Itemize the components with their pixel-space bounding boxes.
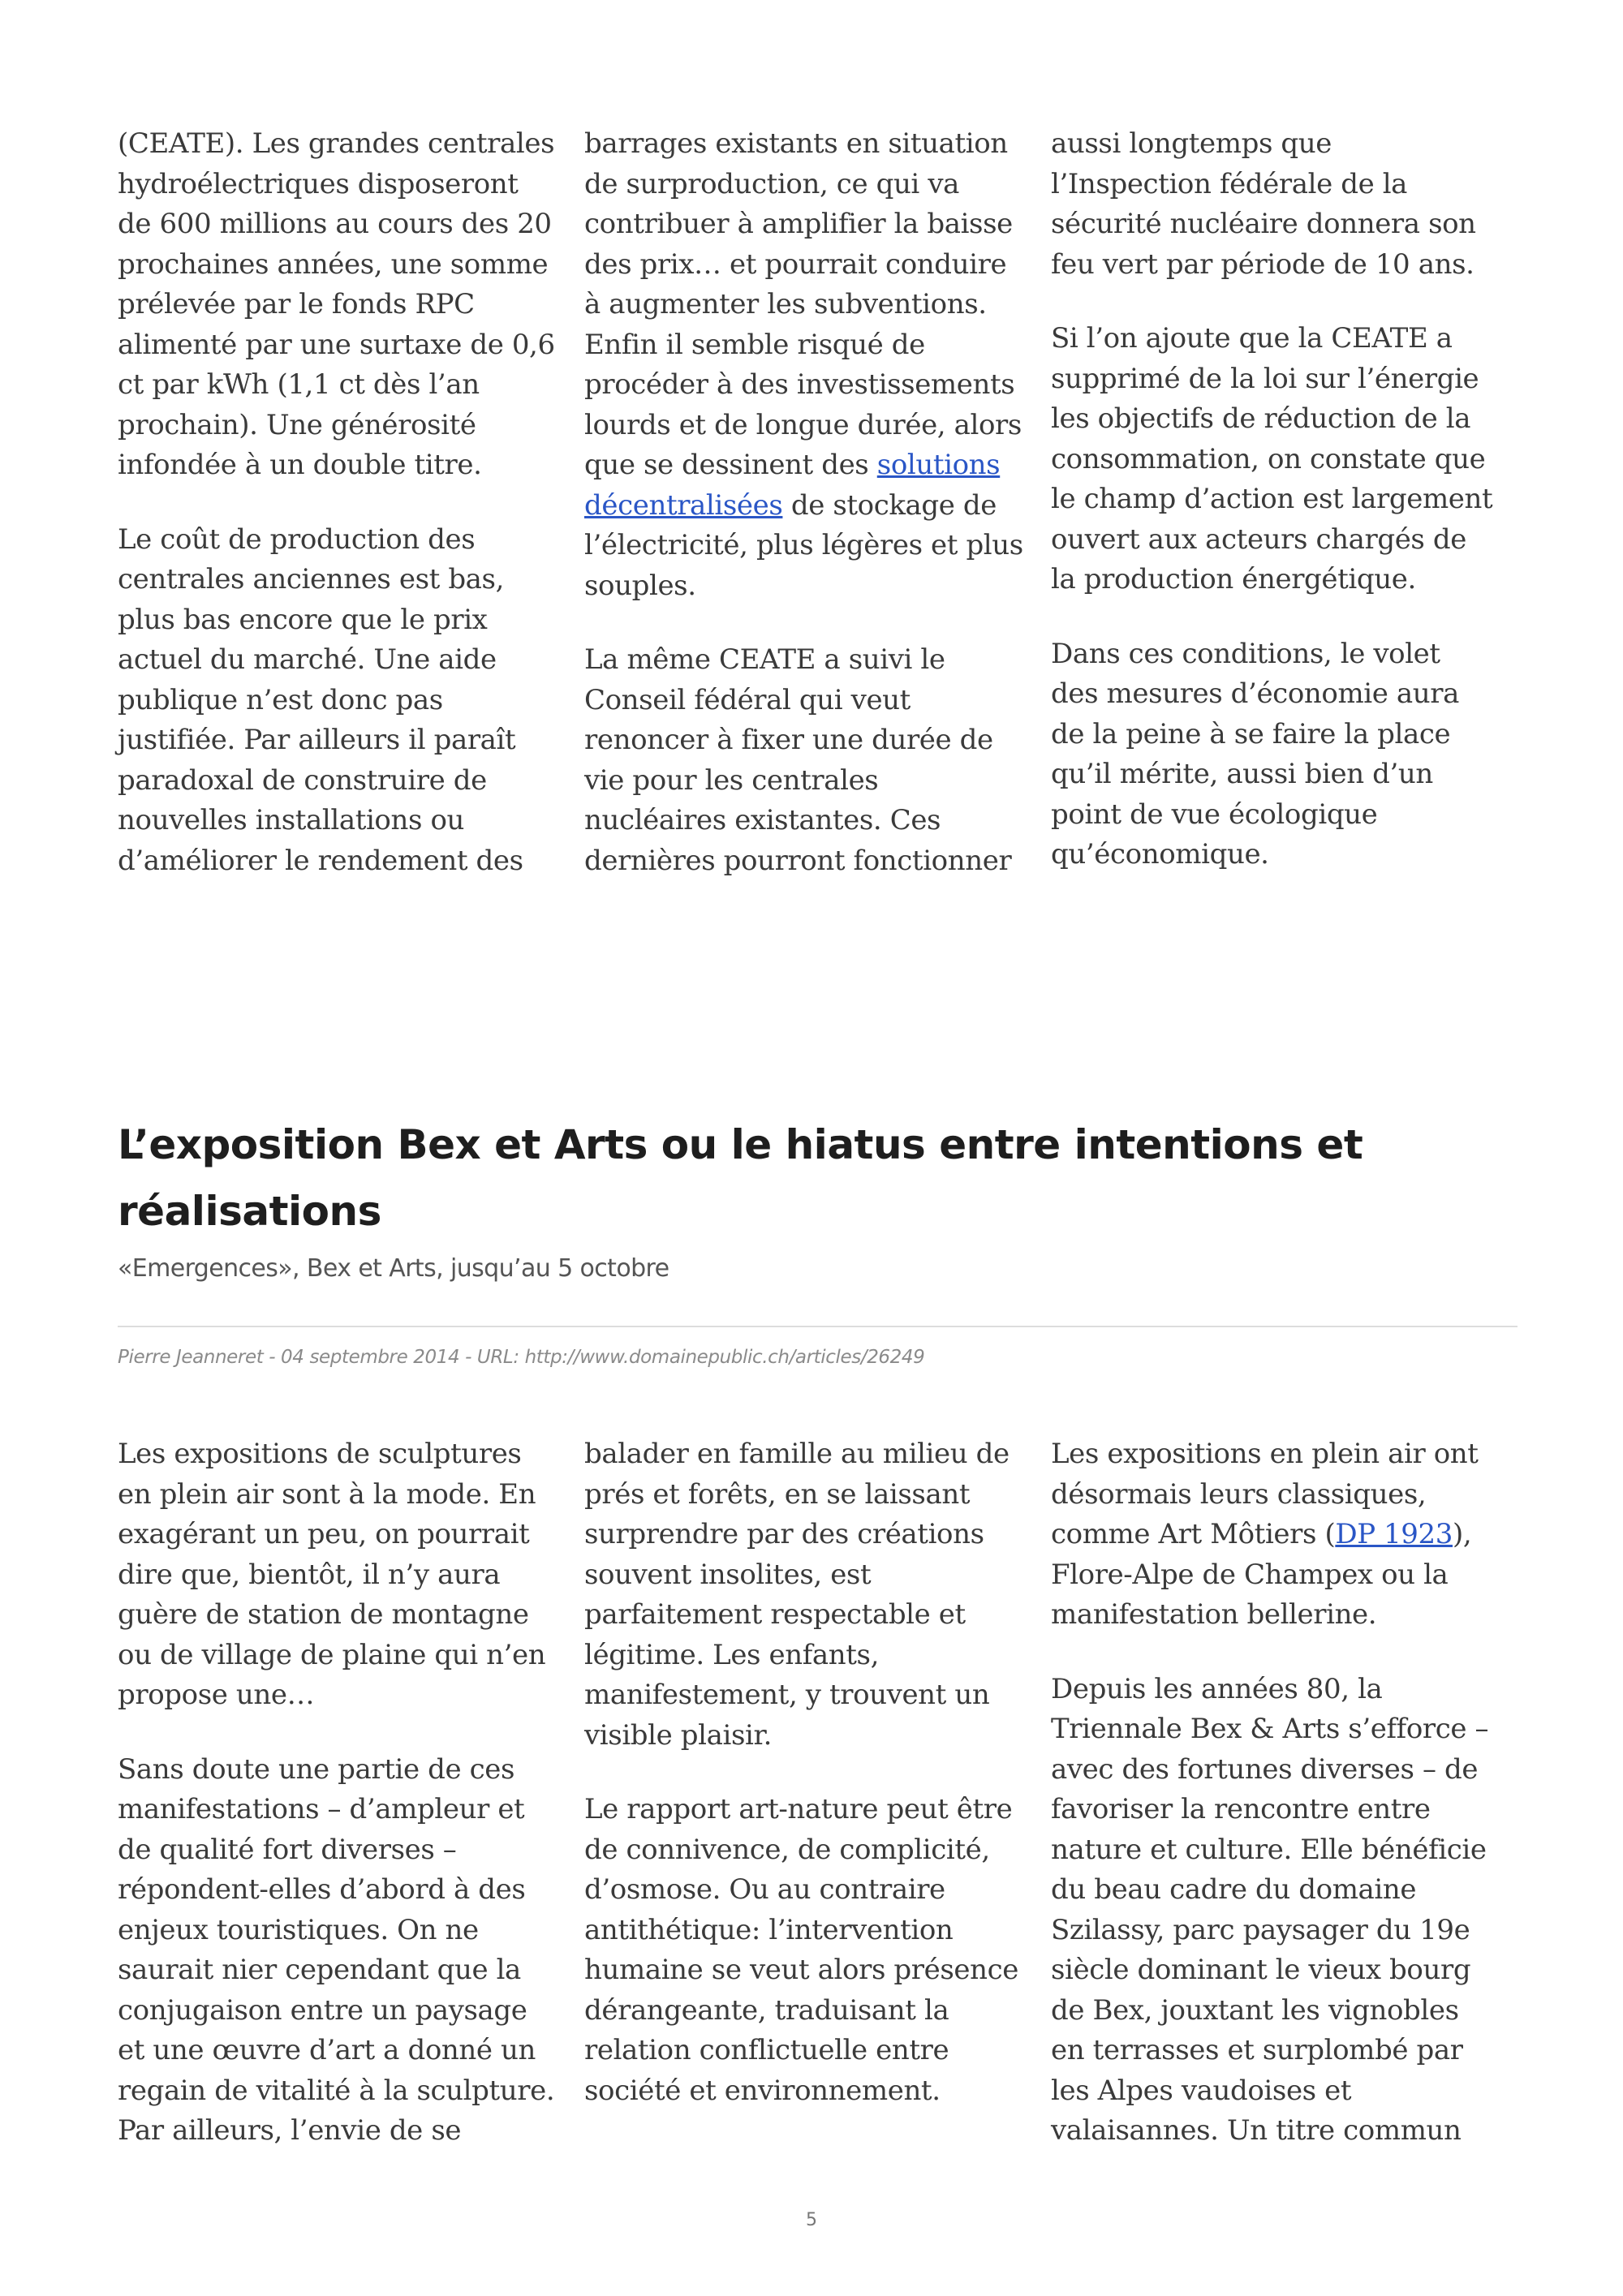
dp-1923-link[interactable]: DP 1923 — [1335, 1518, 1453, 1550]
article-title: L’exposition Bex et Arts ou le hiatus entre intentions et réalisations — [118, 1121, 1363, 1235]
text-column-1 — [118, 1434, 584, 2152]
page-number: 5 — [806, 2210, 817, 2230]
article-subtitle: «Emergences», Bex et Arts, jusqu’au 5 octobre — [118, 1254, 669, 1283]
paragraph: aussi longtemps que l’Inspection fédérale de la sécurité nucléaire donnera son feu vert par période de 10 ans. — [1051, 127, 1476, 281]
previous-article-continuation — [118, 124, 1518, 881]
paragraph: (CEATE). Les grandes centrales hydroélectriques disposeront de 600 millions au cours des 20 prochaines années, une somme prélevée par le fonds RPC alimenté par une surtaxe de 0,6 ct par kWh (1,1 ct dès l’an prochain). Une générosité infondée à un double titre. — [118, 127, 555, 481]
text-column-2 — [584, 1434, 1051, 2152]
article-byline: Pierre Jeanneret - 04 septembre 2014 - URL: http://www.domainepublic.ch/articles/26249 — [118, 1347, 925, 1368]
paragraph: Sans doute une partie de ces manifestations – d’ampleur et de qualité fort diverses – répondent-elles d’abord à des enjeux touristiques. On ne saurait nier cependant que la conjugaison entre un paysage et une œuvre d’art a donné un regain de vitalité à la sculpture. Par ailleurs, l’envie de se — [118, 1752, 555, 2147]
solutions-decentralisees-link[interactable]: solutions décentralisées — [584, 449, 1001, 522]
text-column-1 — [118, 124, 584, 881]
header-divider — [118, 1326, 1518, 1327]
paragraph: Depuis les années 80, la Triennale Bex & Arts s’efforce – avec des fortunes diverses – de favoriser la rencontre entre nature et culture. Elle bénéficie du beau cadre du domaine Szilassy, parc paysager du 19e siècle dominant le vieux bourg de Bex, jouxtant les vignobles en terrasses et surplombé par les Alpes vaudoises et valaisannes. Un titre commun — [1051, 1672, 1489, 2147]
paragraph: Le coût de production des centrales anciennes est bas, plus bas encore que le prix actuel du marché. Une aide publique n’est donc pas justifiée. Par ailleurs il paraît paradoxal de construire de nouvelles installations ou d’améliorer le rendement des — [118, 522, 523, 877]
text-column-2 — [584, 124, 1051, 881]
article-body — [118, 1434, 1518, 2152]
paragraph: Les expositions en plein air ont désormais leurs classiques, comme Art Môtiers (DP 1923), Flore-Alpe de Champex ou la manifestation bellerine. — [1051, 1438, 1479, 1631]
paragraph: Le rapport art-nature peut être de connivence, de complicité, d’osmose. Ou au contraire antithétique: l’intervention humaine se veut alors présence dérangeante, traduisant la relation conflictuelle entre société et environnement. — [584, 1793, 1018, 2107]
text-column-3 — [1051, 124, 1518, 881]
paragraph: La même CEATE a suivi le Conseil fédéral qui veut renoncer à fixer une durée de vie pour les centrales nucléaires existantes. Ces dernières pourront fonctionner — [584, 643, 1012, 877]
paragraph: Si l’on ajoute que la CEATE a supprimé de la loi sur l’énergie les objectifs de réduction de la consommation, on constate que le champ d’action est largement ouvert aux acteurs chargés de la production énergétique. — [1051, 322, 1493, 595]
paragraph: barrages existants en situation de surproduction, ce qui va contribuer à amplifier la baisse des prix… et pourrait conduire à augmenter les subventions. Enfin il semble risqué de procéder à des investissements lourds et de longue durée, alors que se dessinent des solutions décentralisées de stockage de l’électricité, plus légères et plus souples. — [584, 127, 1023, 602]
paragraph: Les expositions de sculptures en plein air sont à la mode. En exagérant un peu, on pourrait dire que, bientôt, il n’y aura guère de station de montagne ou de village de plaine qui n’en propose une… — [118, 1438, 546, 1711]
paragraph: balader en famille au milieu de prés et forêts, en se laissant surprendre par des créations souvent insolites, est parfaitement respectable et légitime. Les enfants, manifestement, y trouvent un visible plaisir. — [584, 1438, 1010, 1752]
text-column-3 — [1051, 1434, 1518, 2152]
paragraph: Dans ces conditions, le volet des mesures d’économie aura de la peine à se faire la place qu’il mérite, aussi bien d’un point de vue écologique qu’économique. — [1051, 637, 1459, 871]
